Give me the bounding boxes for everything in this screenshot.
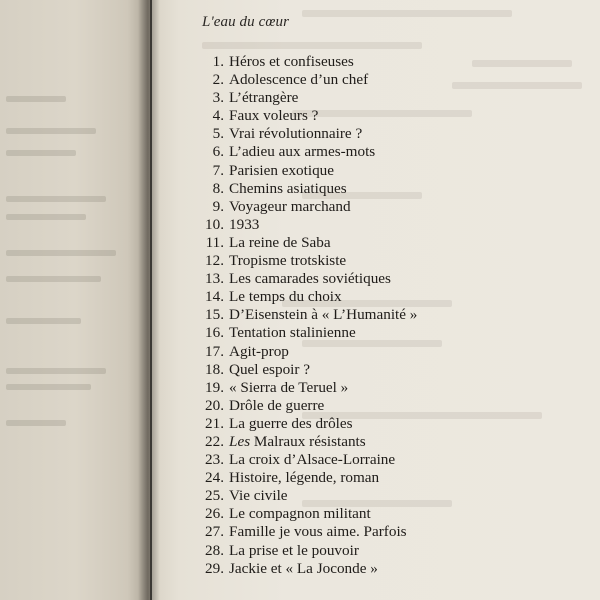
chapter-number: 12. [205, 252, 224, 270]
toc-entry [198, 343, 417, 361]
left-page-faded-text [6, 250, 116, 256]
chapter-title: Vrai révolutionnaire ? [229, 125, 363, 143]
toc-entry [198, 415, 417, 433]
chapter-title: 1933 [229, 215, 260, 233]
chapter-title: Histoire, légende, roman [229, 469, 380, 487]
left-page-faded-text [6, 276, 101, 282]
chapter-number: 2. [212, 71, 224, 89]
chapter-title: Vie civile [229, 487, 288, 505]
chapter-number: 19. [205, 378, 224, 396]
chapter-number: 24. [205, 469, 224, 487]
toc-entry [198, 270, 417, 288]
chapter-title: Héros et confiseuses [229, 53, 354, 70]
toc-entry [198, 361, 417, 379]
chapter-title: Voyageur marchand [229, 197, 351, 215]
chapter-title: Les camarades soviétiques [229, 270, 391, 288]
toc-entry [198, 107, 417, 125]
left-page-faded-text [6, 384, 91, 390]
toc-entry [198, 71, 417, 89]
toc-entry [198, 53, 417, 71]
chapter-number: 11. [205, 233, 224, 251]
chapter-number: 3. [212, 89, 224, 107]
chapter-number: 7. [212, 161, 224, 179]
chapter-title: Le compagnon militant [229, 505, 371, 523]
toc-entry [198, 487, 417, 505]
toc-entry [198, 397, 417, 415]
chapter-title: Chemins asiatiques [229, 179, 347, 197]
toc-entry [198, 180, 417, 198]
left-page-faded-text [6, 368, 106, 374]
left-page-faded-text [6, 150, 76, 156]
left-page-faded-text [6, 214, 86, 220]
toc-entry [198, 560, 417, 578]
chapter-number: 22. [205, 432, 224, 450]
chapter-number: 20. [205, 396, 224, 414]
chapter-number: 21. [205, 414, 224, 432]
chapter-number: 26. [205, 505, 224, 523]
bleed-through-text [472, 60, 572, 67]
bleed-through-text [302, 10, 512, 17]
left-page-faded-text [6, 196, 106, 202]
toc-entry [198, 252, 417, 270]
chapter-title: Les Malraux résistants [229, 432, 366, 450]
toc-entry [198, 451, 417, 469]
chapter-title: Quel espoir ? [229, 360, 310, 378]
toc-entry [198, 198, 417, 216]
chapter-title: « Sierra de Teruel » [229, 378, 349, 396]
chapter-number: 4. [212, 107, 224, 125]
chapter-title: D’Eisenstein à « L’Humanité » [229, 306, 418, 324]
bleed-through-text [202, 42, 422, 49]
chapter-number: 25. [205, 487, 224, 505]
chapter-number: 5. [212, 125, 224, 143]
chapter-number: 15. [205, 306, 224, 324]
toc-entry [198, 143, 417, 161]
toc-entry [198, 433, 417, 451]
chapter-number: 16. [205, 324, 224, 342]
toc-entry [198, 542, 417, 560]
chapter-title: Jackie et « La Joconde » [229, 559, 378, 577]
toc-entry [198, 234, 417, 252]
chapter-number: 10. [205, 215, 224, 233]
chapter-title: Faux voleurs ? [229, 107, 319, 125]
toc-entry [198, 324, 417, 342]
chapter-number: 29. [205, 559, 224, 577]
chapter-title: Parisien exotique [229, 161, 335, 179]
chapter-number: 23. [205, 451, 224, 469]
left-page [0, 0, 150, 600]
chapter-title: Agit-prop [229, 342, 289, 360]
chapter-number: 14. [205, 288, 224, 306]
chapter-title: Drôle de guerre [229, 396, 325, 414]
toc-entry [198, 306, 417, 324]
left-page-faded-text [6, 318, 81, 324]
chapter-title: Famille je vous aime. Parfois [229, 523, 407, 541]
book-gutter-shadow [138, 0, 160, 600]
toc-entry [198, 469, 417, 487]
chapter-number: 18. [205, 360, 224, 378]
toc-entry [198, 125, 417, 143]
toc-entry [198, 505, 417, 523]
chapter-title: L’étrangère [229, 89, 299, 107]
chapter-title: Tentation stalinienne [229, 324, 356, 342]
chapter-title: La prise et le pouvoir [229, 541, 359, 559]
chapter-title: Tropisme trotskiste [229, 252, 347, 270]
chapter-number: 17. [205, 342, 224, 360]
table-of-contents [198, 53, 417, 578]
left-page-faded-text [6, 420, 66, 426]
toc-entry [198, 523, 417, 541]
chapter-number: 6. [212, 143, 224, 161]
chapter-number: 28. [205, 541, 224, 559]
chapter-number: 13. [205, 270, 224, 288]
chapter-title: La reine de Saba [229, 233, 331, 251]
toc-entry [198, 379, 417, 397]
bleed-through-text [452, 82, 582, 89]
chapter-title: Adolescence d’un chef [229, 71, 369, 89]
section-title: L'eau du cœur [202, 14, 290, 30]
left-page-faded-text [6, 96, 66, 102]
chapter-title: Le temps du choix [229, 288, 342, 306]
right-page [152, 0, 600, 600]
chapter-number: 8. [212, 179, 224, 197]
toc-entry [198, 288, 417, 306]
left-page-faded-text [6, 128, 96, 134]
toc-entry [198, 89, 417, 107]
chapter-number: 1. [212, 53, 224, 70]
toc-entry [198, 216, 417, 234]
chapter-number: 9. [212, 197, 224, 215]
chapter-title: L’adieu aux armes-mots [229, 143, 376, 161]
chapter-title: La guerre des drôles [229, 414, 353, 432]
chapter-title: La croix d’Alsace-Lorraine [229, 451, 396, 469]
toc-entry [198, 162, 417, 180]
chapter-number: 27. [205, 523, 224, 541]
italic-word: Les [229, 432, 251, 450]
